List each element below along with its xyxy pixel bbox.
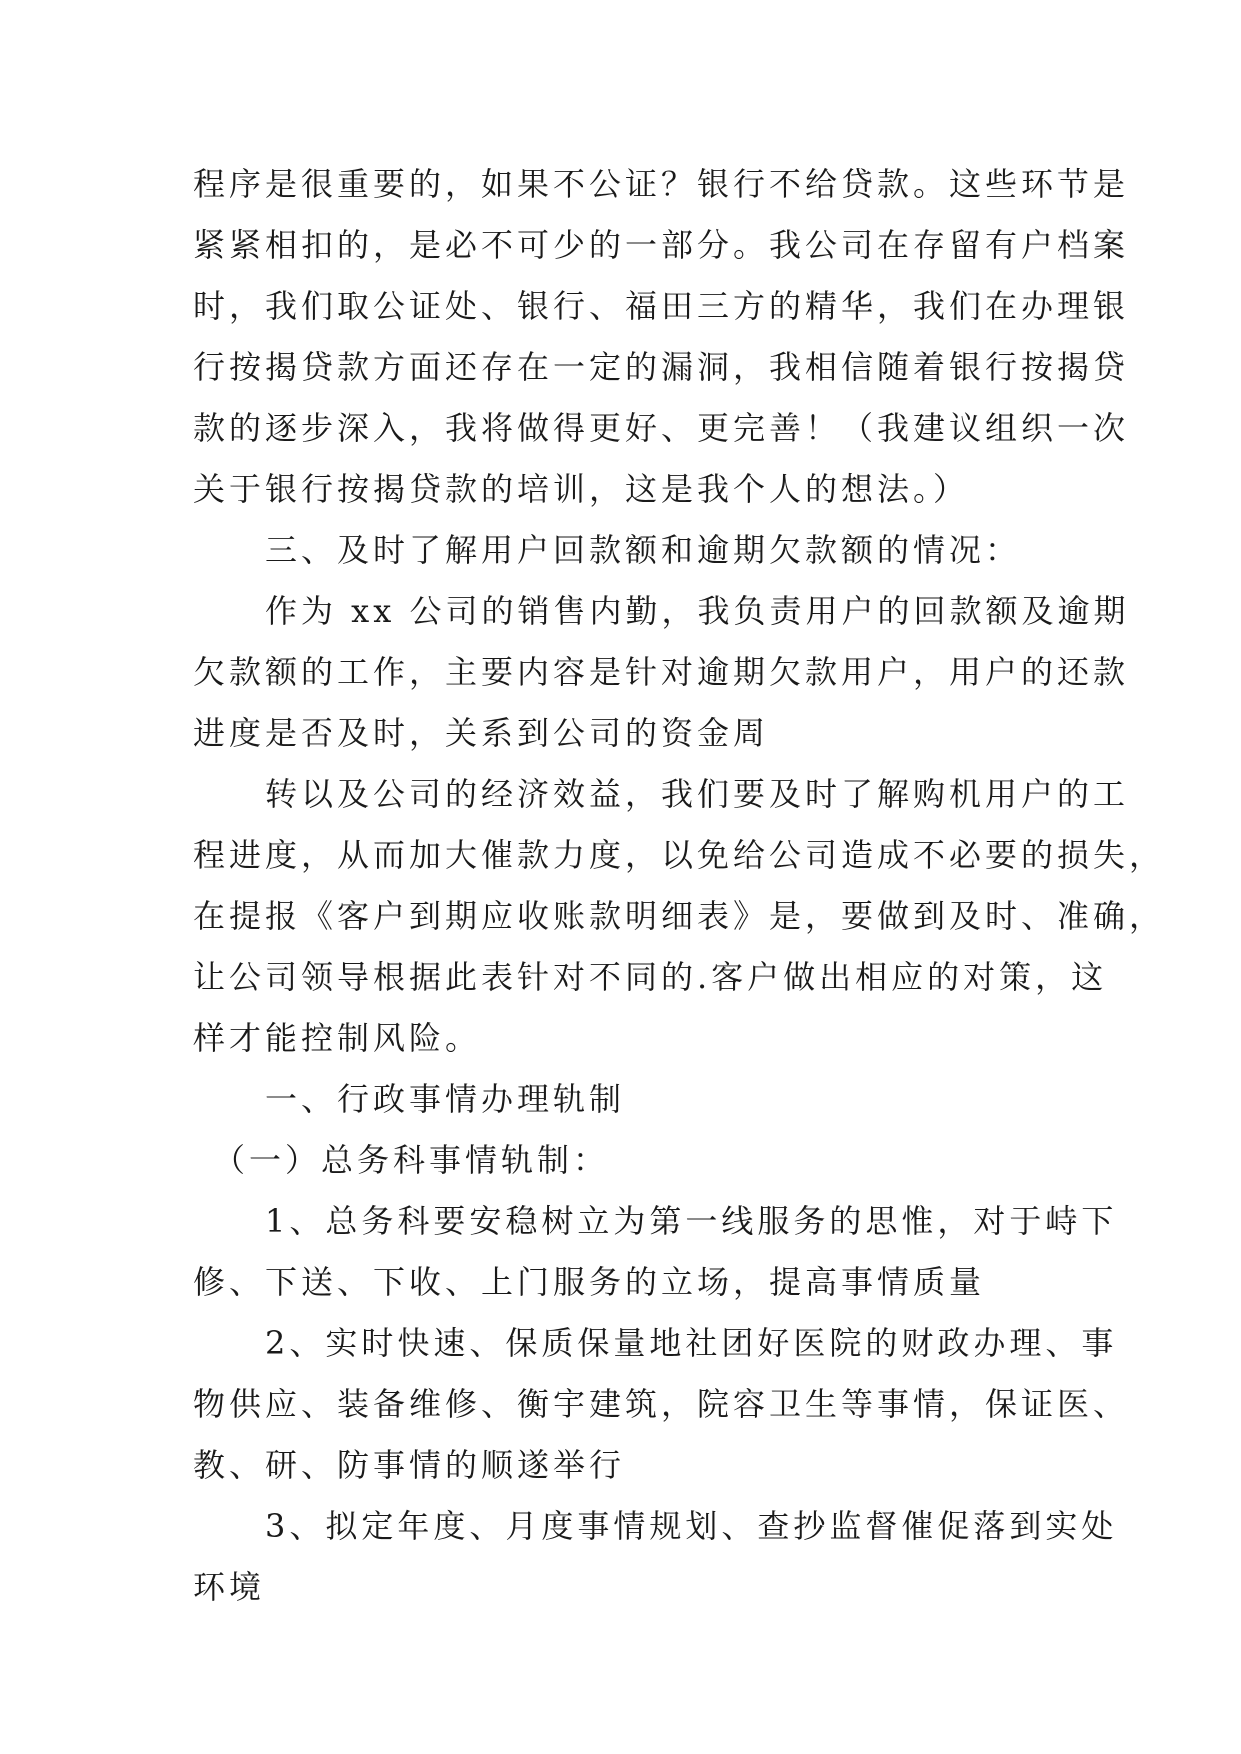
text-line: 行按揭贷款方面还存在一定的漏洞，我相信随着银行按揭贷 bbox=[193, 348, 1130, 386]
list-item-line: 1、总务科要安稳树立为第一线服务的思惟，对于峙下 bbox=[193, 1202, 1118, 1240]
text-line: 作为 xx 公司的销售内勤，我负责用户的回款额及逾期 bbox=[193, 592, 1130, 630]
text-line: 程序是很重要的，如果不公证？银行不给贷款。这些环节是 bbox=[193, 165, 1130, 203]
list-item-line: 教、研、防事情的顺遂举行 bbox=[193, 1446, 626, 1484]
list-item-line: 环境 bbox=[193, 1568, 266, 1606]
text-line: 在提报《客户到期应收账款明细表》是，要做到及时、准确， bbox=[193, 897, 1166, 935]
section-heading: 三、及时了解用户回款额和逾期欠款额的情况： bbox=[193, 531, 1022, 569]
section-heading: 一、行政事情办理轨制 bbox=[193, 1080, 626, 1118]
document-body bbox=[193, 154, 1166, 1618]
text-line: 转以及公司的经济效益，我们要及时了解购机用户的工 bbox=[193, 775, 1130, 813]
text-line: 样才能控制风险。 bbox=[193, 1019, 482, 1057]
text-line: 让公司领导根据此表针对不同的.客户做出相应的对策，这 bbox=[193, 958, 1108, 996]
list-item-line: 2、实时快速、保质保量地社团好医院的财政办理、事 bbox=[193, 1324, 1118, 1362]
text-line: 欠款额的工作，主要内容是针对逾期欠款用户，用户的还款 bbox=[193, 653, 1130, 691]
list-item-line: 3、拟定年度、月度事情规划、查抄监督催促落到实处 bbox=[193, 1507, 1118, 1545]
text-line: 程进度，从而加大催款力度，以免给公司造成不必要的损失， bbox=[193, 836, 1166, 874]
text-line: 时，我们取公证处、银行、福田三方的精华，我们在办理银 bbox=[193, 287, 1130, 325]
text-line: 款的逐步深入，我将做得更好、更完善！（我建议组织一次 bbox=[193, 409, 1130, 447]
subsection-heading: （一）总务科事情轨制： bbox=[193, 1141, 610, 1179]
text-line: 关于银行按揭贷款的培训，这是我个人的想法。） bbox=[193, 470, 970, 508]
list-item-line: 物供应、装备维修、衡宇建筑，院容卫生等事情，保证医、 bbox=[193, 1385, 1130, 1423]
text-line: 进度是否及时，关系到公司的资金周 bbox=[193, 714, 770, 752]
list-item-line: 修、下送、下收、上门服务的立场，提高事情质量 bbox=[193, 1263, 986, 1301]
text-line: 紧紧相扣的，是必不可少的一部分。我公司在存留有户档案 bbox=[193, 226, 1130, 264]
